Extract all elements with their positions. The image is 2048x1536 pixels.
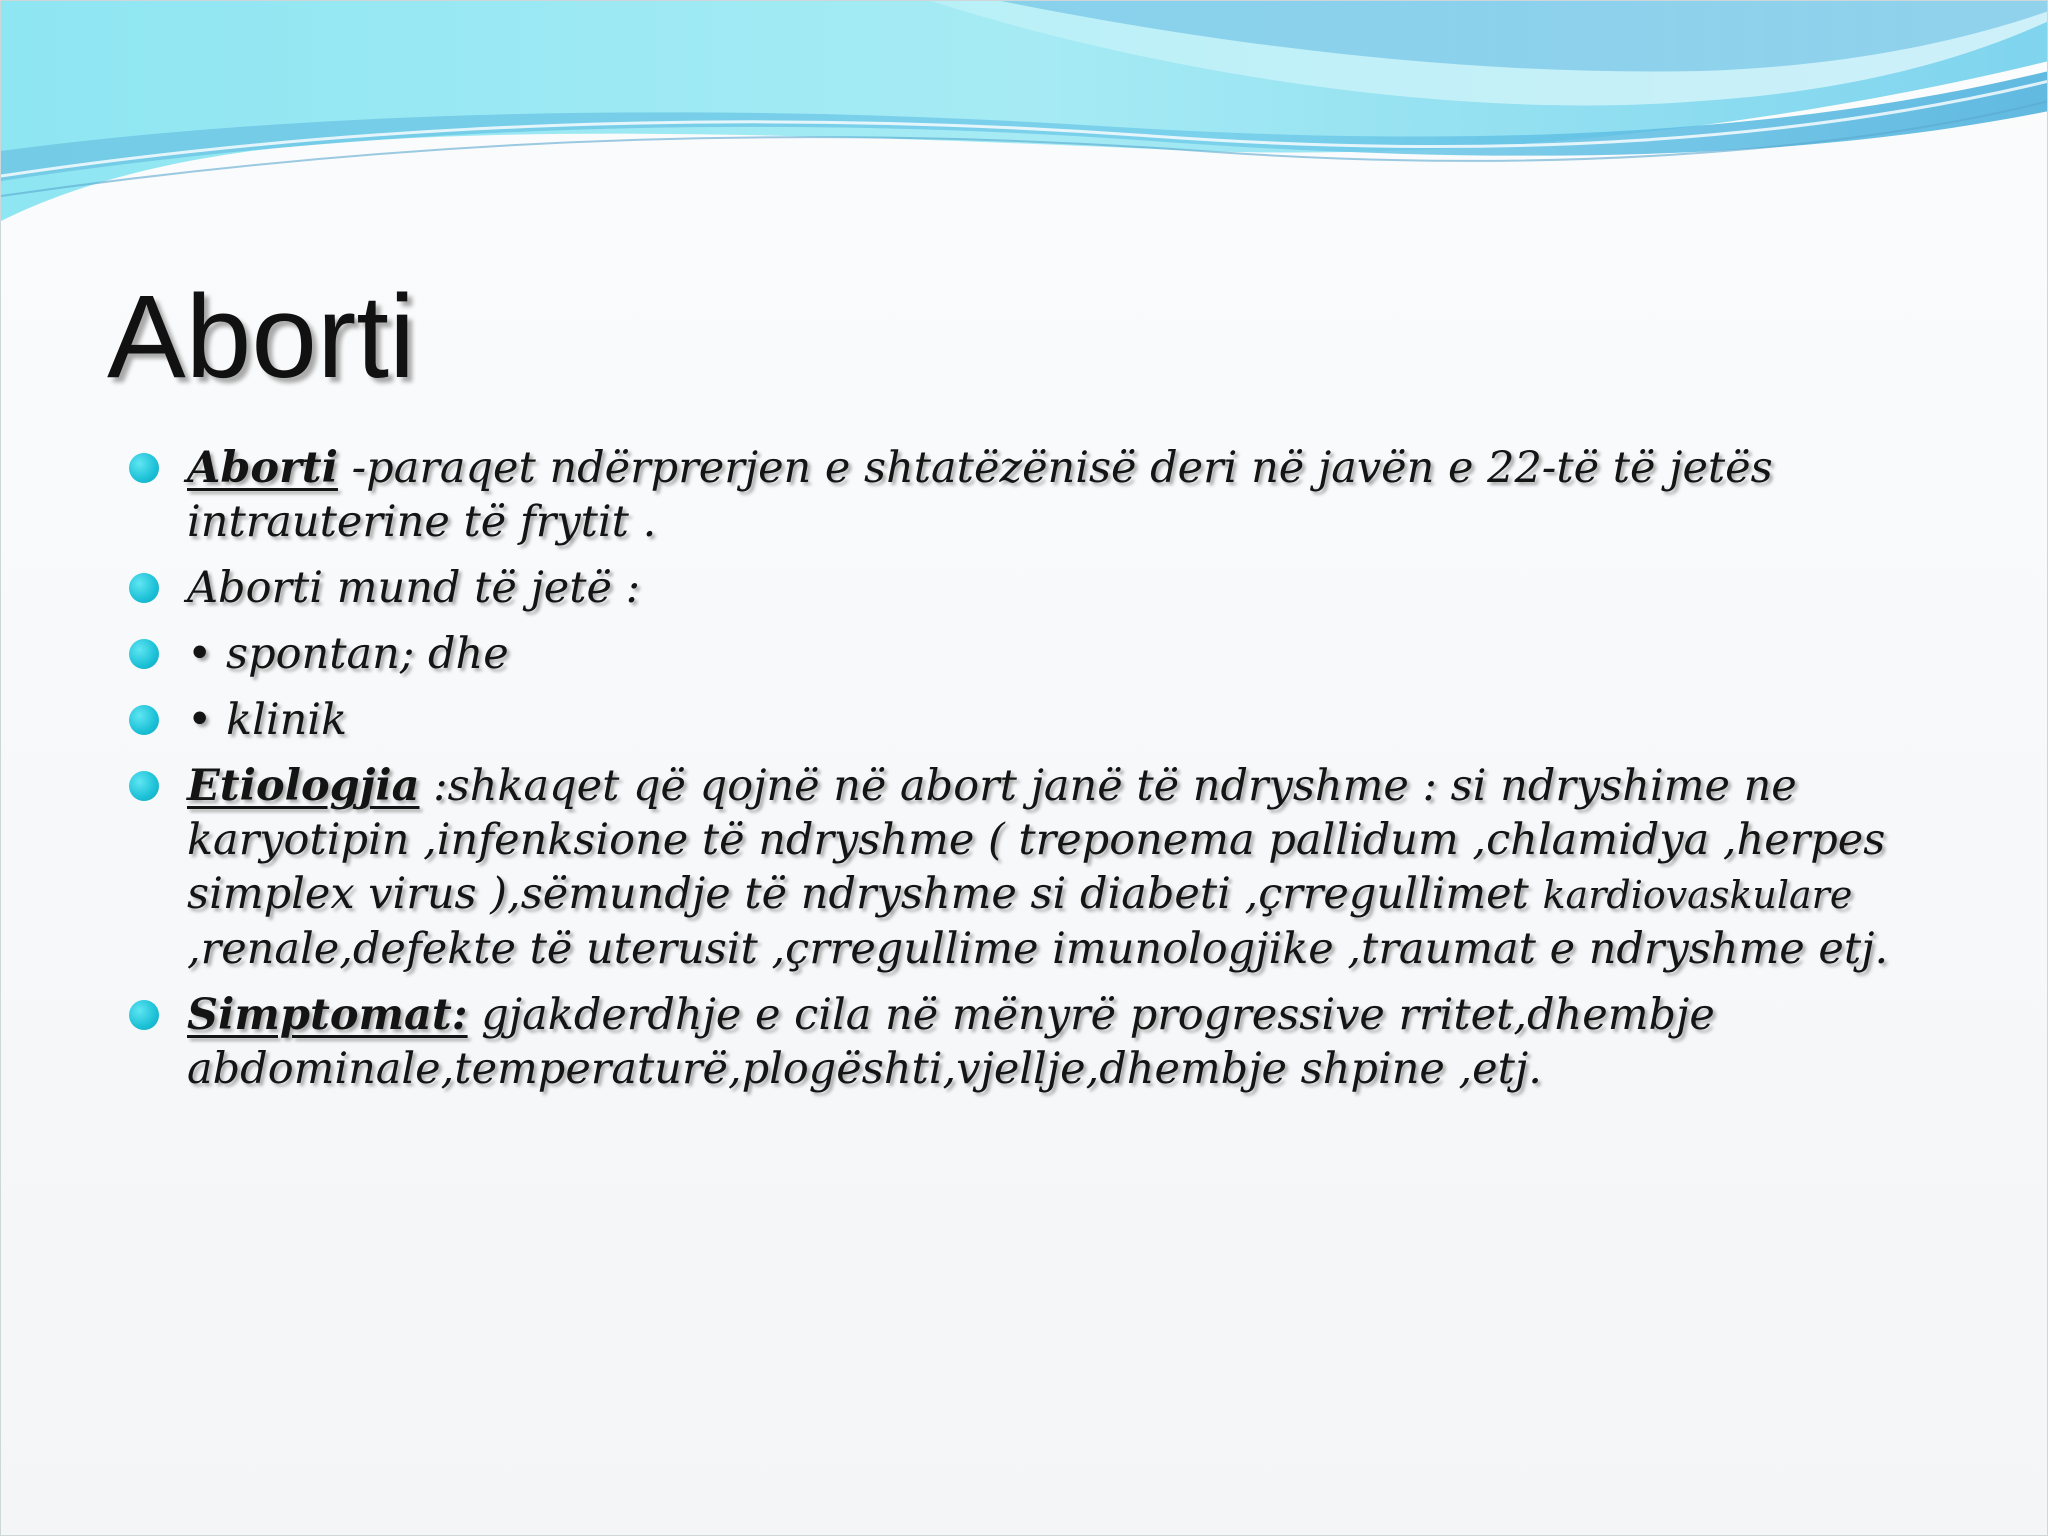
bullet-text: -paraqet ndërprerjen e shtatëzënisë deri në javën e 22-të të jetës intrauterine të frytit . (187, 443, 1773, 547)
list-item (127, 759, 1967, 976)
bullet-dot-icon (129, 453, 159, 483)
list-item (127, 561, 1967, 615)
bullet-dot-icon (129, 639, 159, 669)
bullet-text: • spontan; dhe (187, 629, 509, 679)
term-simptomat: Simptomat: (187, 990, 468, 1040)
bullet-text: ,renale,defekte të uterusit ,çrregullime imunologjike ,traumat e ndryshme etj. (187, 924, 1889, 974)
bullet-dot-icon (129, 1000, 159, 1030)
bullet-text: gjakderdhje e cila në mënyrë progressive rritet,dhembje abdominale,temperaturë,plogështi,vjellje,dhembje shpine ,etj. (187, 990, 1715, 1094)
bullet-text: • klinik (187, 695, 348, 745)
bullet-text: :shkaqet që qojnë në abort janë të ndryshme : si ndryshime ne karyotipin ,infenksione të ndryshme ( treponema pallidum ,chlamidya ,herpes simplex virus ),sëmundje të ndryshme si diabeti ,çrregullimet (187, 761, 1886, 919)
list-item (127, 441, 1967, 549)
bullet-dot-icon (129, 573, 159, 603)
list-item (127, 627, 1967, 681)
bullet-list (127, 441, 1967, 1108)
term-aborti: Aborti (187, 443, 338, 493)
bullet-dot-icon (129, 771, 159, 801)
wave-banner (1, 1, 2048, 241)
term-etiologjia: Etiologjia (187, 761, 420, 811)
list-item (127, 693, 1967, 747)
bullet-text: Aborti mund të jetë : (187, 563, 641, 613)
bullet-text-small: kardiovaskulare (1542, 873, 1853, 917)
slide-title: Aborti (107, 271, 416, 403)
list-item (127, 988, 1967, 1096)
bullet-dot-icon (129, 705, 159, 735)
